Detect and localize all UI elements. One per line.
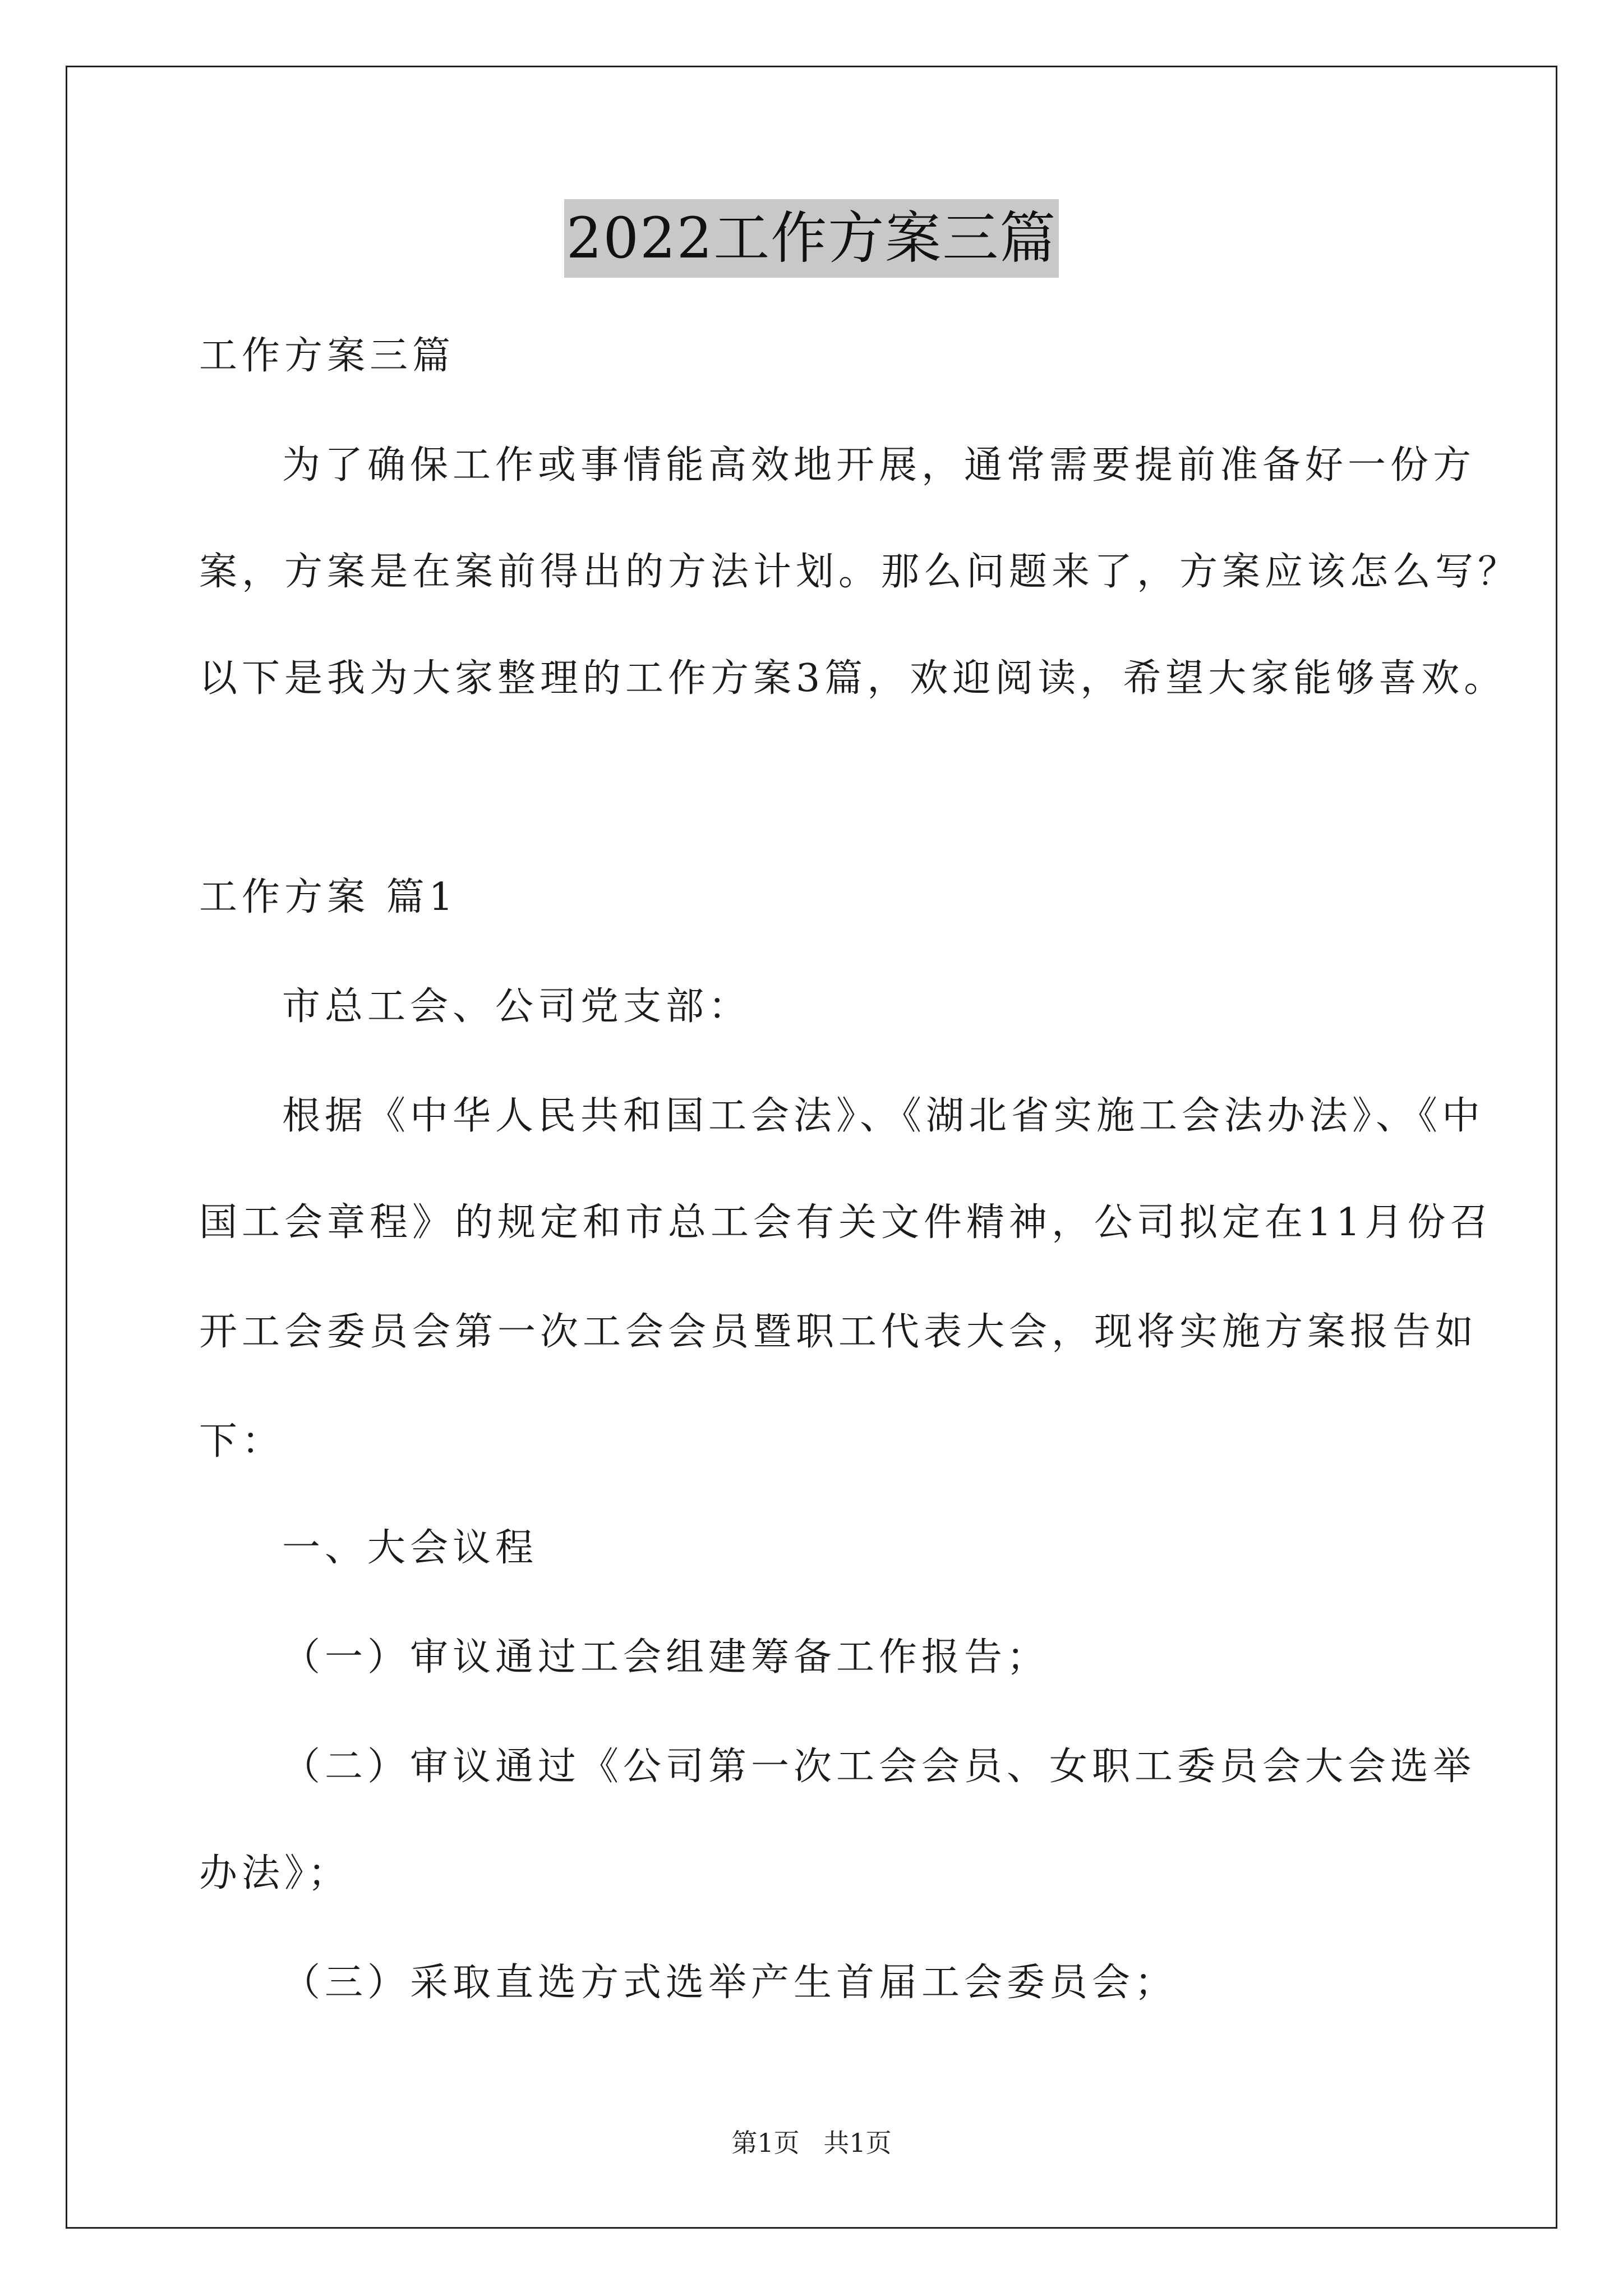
page-number: 第1页 — [731, 2128, 800, 2158]
paragraph-line: 下： — [199, 1419, 285, 1464]
list-item: （三）采取直选方式选举产生首届工会委员会； — [282, 1961, 1178, 2005]
list-heading: 一、大会议程 — [282, 1526, 538, 1570]
paragraph-line: 为了确保工作或事情能高效地开展，通常需要提前准备好一份方 — [282, 443, 1476, 487]
list-item-continuation: 办法》； — [199, 1851, 351, 1895]
list-item: （二）审议通过《公司第一次工会会员、女职工委员会大会选举 — [282, 1745, 1476, 1789]
paragraph-line: 根据《中华人民共和国工会法》、《湖北省实施工会法办法》、《中 — [282, 1094, 1485, 1138]
paragraph-line: 市总工会、公司党支部： — [282, 984, 751, 1029]
page-total: 共1页 — [823, 2128, 892, 2158]
title-container — [0, 199, 1623, 278]
paragraph-line: 以下是我为大家整理的工作方案3篇，欢迎阅读，希望大家能够喜欢。 — [199, 656, 1507, 701]
section-heading: 工作方案三篇 — [199, 334, 455, 378]
page-footer — [0, 2126, 1623, 2160]
document-title: 2022工作方案三篇 — [564, 199, 1059, 278]
list-item: （一）审议通过工会组建筹备工作报告； — [282, 1635, 1050, 1680]
paragraph-line: 案，方案是在案前得出的方法计划。那么问题来了，方案应该怎么写？ — [199, 550, 1521, 594]
section-heading: 工作方案 篇1 — [199, 875, 458, 919]
paragraph-line: 开工会委员会第一次工会会员暨职工代表大会，现将实施方案报告如 — [199, 1310, 1478, 1354]
paragraph-line: 国工会章程》的规定和市总工会有关文件精神，公司拟定在11月份召 — [199, 1200, 1493, 1245]
page-border — [66, 66, 1557, 2229]
